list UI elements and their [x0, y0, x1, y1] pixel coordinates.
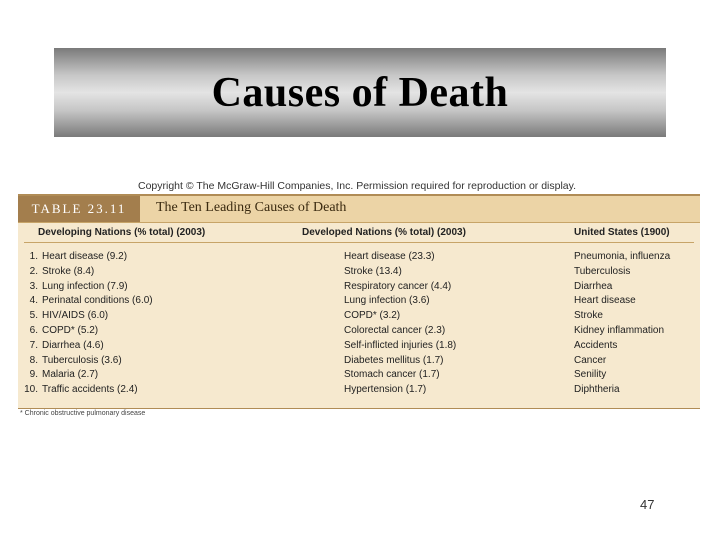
developed-row: Stomach cancer (1.7): [344, 369, 440, 381]
developed-row: Lung infection (3.6): [344, 295, 430, 307]
cause-text: Lung infection (7.9): [42, 280, 128, 292]
developing-row: [20, 368, 153, 383]
rank-number: 7.: [29, 339, 38, 351]
table-caption: The Ten Leading Causes of Death: [156, 200, 347, 215]
rank-number: 10.: [24, 384, 38, 396]
us-list: [574, 250, 670, 398]
column-header-us: United States (1900): [574, 227, 670, 238]
causes-table: [18, 194, 700, 409]
us-row: Cancer: [574, 354, 607, 366]
column-header-developing: Developing Nations (% total) (2003): [38, 227, 206, 238]
cause-text: COPD* (5.2): [42, 324, 99, 336]
developing-row: [20, 280, 153, 295]
rank-number: 5.: [29, 310, 38, 322]
developing-row: [20, 324, 153, 339]
developing-row: [20, 250, 153, 265]
developed-row: Self-inflicted injuries (1.8): [344, 339, 457, 351]
header-divider: [24, 242, 694, 243]
slide-title: Causes of Death: [211, 69, 509, 116]
rank-number: 4.: [29, 295, 38, 307]
rank-number: 2.: [29, 265, 38, 277]
rank-number: 3.: [29, 280, 38, 292]
developed-row: Respiratory cancer (4.4): [344, 280, 452, 292]
cause-text: Heart disease (9.2): [42, 251, 128, 262]
title-banner: [54, 48, 666, 137]
page-number: 47: [640, 497, 655, 512]
us-row: Diarrhea: [574, 280, 613, 292]
developing-row: [20, 354, 153, 369]
us-row: Heart disease: [574, 295, 636, 307]
cause-text: Traffic accidents (2.4): [42, 384, 138, 396]
developed-row: Hypertension (1.7): [344, 384, 427, 396]
us-row: Pneumonia, influenza: [574, 251, 671, 262]
cause-text: Stroke (8.4): [42, 265, 95, 277]
us-row: Diphtheria: [574, 384, 620, 396]
developed-row: Colorectal cancer (2.3): [344, 324, 446, 336]
cause-text: Diarrhea (4.6): [42, 339, 104, 351]
us-row: Stroke: [574, 310, 603, 322]
developed-list: [344, 250, 456, 398]
cause-text: Perinatal conditions (6.0): [42, 295, 153, 307]
us-row: Senility: [574, 369, 607, 381]
table-number: TABLE 23.11: [18, 196, 140, 222]
rank-number: 6.: [29, 324, 38, 336]
developing-row: [20, 265, 153, 280]
us-row: Tuberculosis: [574, 265, 631, 277]
developed-row: COPD* (3.2): [344, 310, 401, 322]
rank-number: 1.: [29, 251, 38, 262]
developing-row: [20, 383, 153, 398]
cause-text: Tuberculosis (3.6): [42, 354, 122, 366]
cause-text: Malaria (2.7): [42, 369, 99, 381]
copyright-notice: Copyright © The McGraw-Hill Companies, Inc. Permission required for reproduction or display.: [138, 180, 577, 192]
developing-row: [20, 309, 153, 324]
developed-row: Stroke (13.4): [344, 265, 402, 277]
column-header-developed: Developed Nations (% total) (2003): [302, 227, 466, 238]
rank-number: 8.: [29, 354, 38, 366]
developed-row: Diabetes mellitus (1.7): [344, 354, 444, 366]
developing-row: [20, 294, 153, 309]
developed-row: Heart disease (23.3): [344, 251, 435, 262]
us-row: Kidney inflammation: [574, 324, 665, 336]
rank-number: 9.: [29, 369, 38, 381]
table-footnote: * Chronic obstructive pulmonary disease: [20, 410, 146, 417]
us-row: Accidents: [574, 339, 618, 351]
developing-row: [20, 339, 153, 354]
table-header-band: [18, 196, 700, 223]
developing-list: [20, 250, 153, 398]
cause-text: HIV/AIDS (6.0): [42, 310, 109, 322]
